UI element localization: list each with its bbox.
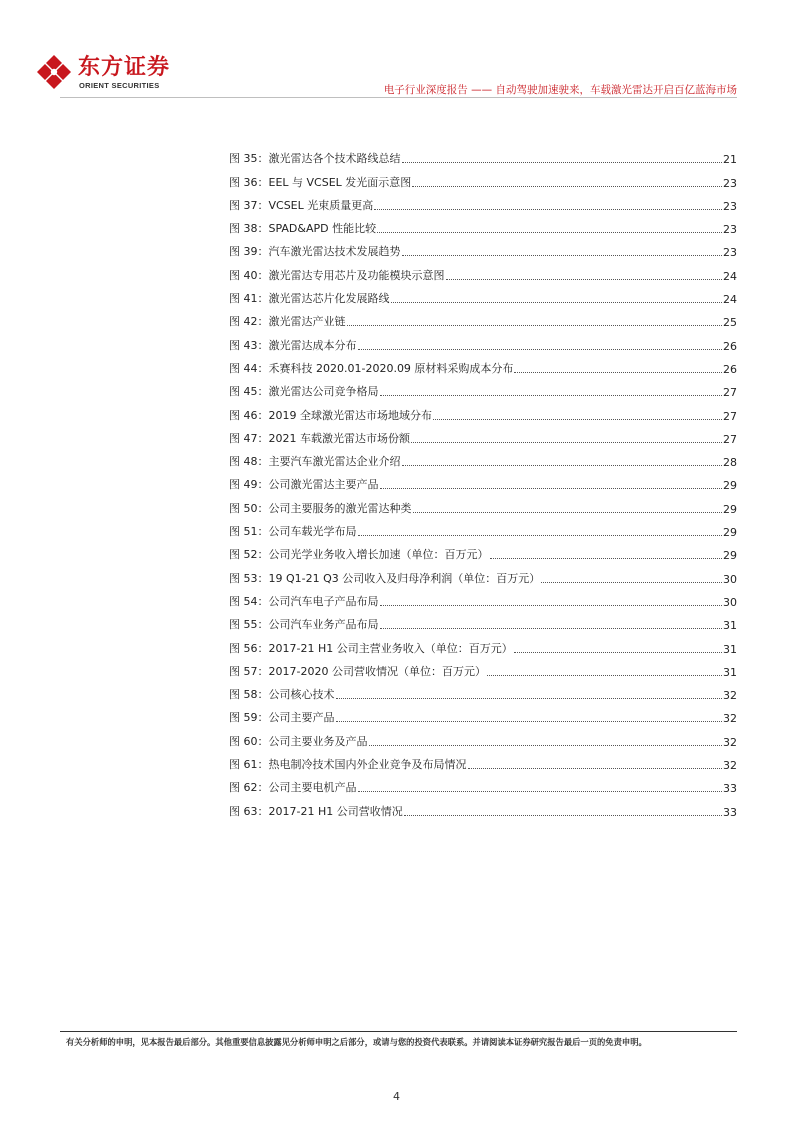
toc-entry[interactable] [229, 306, 737, 329]
toc-dot-leader [490, 557, 723, 559]
toc-entry-page: 28 [723, 456, 737, 470]
toc-entry-page: 29 [723, 549, 737, 563]
toc-dot-leader [514, 651, 722, 653]
toc-entry-label: 图 37：VCSEL 光束质量更高 [229, 198, 374, 212]
toc-entry-label: 图 35：激光雷达各个技术路线总结 [229, 152, 401, 166]
toc-entry-label: 图 51：公司车载光学布局 [229, 525, 357, 539]
toc-entry[interactable] [229, 702, 737, 725]
toc-entry[interactable] [229, 492, 737, 515]
toc-entry-page: 33 [723, 782, 737, 796]
toc-entry-label: 图 42：激光雷达产业链 [229, 315, 346, 329]
toc-dot-leader [336, 720, 723, 722]
toc-entry-page: 27 [723, 432, 737, 446]
toc-dot-leader [380, 394, 723, 396]
page-header [0, 0, 793, 100]
toc-entry-page: 30 [723, 572, 737, 586]
toc-entry[interactable] [229, 725, 737, 748]
toc-entry-label: 图 43：激光雷达成本分布 [229, 338, 357, 352]
toc-entry[interactable] [229, 656, 737, 679]
toc-entry-page: 23 [723, 176, 737, 190]
toc-dot-leader [541, 581, 722, 583]
toc-entry-label: 图 39：汽车激光雷达技术发展趋势 [229, 245, 401, 259]
orient-securities-logo-icon [36, 54, 72, 90]
toc-dot-leader [487, 674, 722, 676]
toc-dot-leader [446, 278, 723, 280]
toc-entry[interactable] [229, 749, 737, 772]
toc-entry-page: 23 [723, 246, 737, 260]
toc-entry-page: 32 [723, 735, 737, 749]
toc-entry-page: 26 [723, 339, 737, 353]
toc-entry-label: 图 53：19 Q1-21 Q3 公司收入及归母净利润（单位：百万元） [229, 571, 541, 585]
header-divider [60, 97, 737, 98]
page-number: 4 [393, 1090, 400, 1103]
toc-entry[interactable] [229, 446, 737, 469]
toc-entry-label: 图 60：公司主要业务及产品 [229, 734, 368, 748]
toc-entry[interactable] [229, 795, 737, 818]
report-title: 电子行业深度报告 —— 自动驾驶加速驶来，车载激光雷达开启百亿蓝海市场 [383, 84, 737, 96]
toc-entry-page: 23 [723, 223, 737, 237]
toc-dot-leader [374, 208, 722, 210]
toc-entry-page: 32 [723, 712, 737, 726]
toc-entry-page: 33 [723, 805, 737, 819]
toc-entry-label: 图 52：公司光学业务收入增长加速（单位：百万元） [229, 548, 489, 562]
toc-dot-leader [380, 487, 723, 489]
toc-entry[interactable] [229, 353, 737, 376]
toc-entry[interactable] [229, 259, 737, 282]
logo-chinese-name: 东方证券 [78, 55, 171, 80]
toc-entry-page: 27 [723, 386, 737, 400]
toc-entry-label: 图 61：热电制冷技术国内外企业竞争及布局情况 [229, 758, 467, 772]
footer-divider [60, 1031, 737, 1032]
toc-dot-leader [412, 185, 722, 187]
toc-entry-label: 图 38：SPAD&APD 性能比较 [229, 222, 377, 236]
toc-dot-leader [402, 464, 723, 466]
toc-entry-label: 图 50：公司主要服务的激光雷达种类 [229, 501, 412, 515]
toc-entry[interactable] [229, 539, 737, 562]
toc-entry-page: 23 [723, 199, 737, 213]
toc-entry[interactable] [229, 213, 737, 236]
toc-dot-leader [380, 627, 723, 629]
toc-entry-label: 图 40：激光雷达专用芯片及功能模块示意图 [229, 268, 445, 282]
toc-dot-leader [391, 301, 723, 303]
toc-dot-leader [347, 324, 723, 326]
toc-entry-page: 21 [723, 153, 737, 167]
toc-entry-page: 30 [723, 595, 737, 609]
toc-entry[interactable] [229, 236, 737, 259]
toc-entry-label: 图 58：公司核心技术 [229, 688, 335, 702]
toc-entry-label: 图 44：禾赛科技 2020.01-2020.09 原材料采购成本分布 [229, 361, 514, 375]
toc-entry[interactable] [229, 772, 737, 795]
toc-entry-page: 27 [723, 409, 737, 423]
toc-dot-leader [411, 441, 722, 443]
toc-entry[interactable] [229, 190, 737, 213]
toc-dot-leader [413, 511, 723, 513]
toc-entry-label: 图 46：2019 全球激光雷达市场地域分布 [229, 408, 432, 422]
toc-entry-label: 图 41：激光雷达芯片化发展路线 [229, 292, 390, 306]
toc-entry-page: 24 [723, 269, 737, 283]
toc-entry[interactable] [229, 609, 737, 632]
toc-dot-leader [404, 814, 722, 816]
toc-dot-leader [514, 371, 722, 373]
toc-entry-label: 图 47：2021 车载激光雷达市场份额 [229, 431, 410, 445]
toc-entry-label: 图 54：公司汽车电子产品布局 [229, 594, 379, 608]
footer-disclaimer: 有关分析师的申明，见本报告最后部分。其他重要信息披露见分析师申明之后部分，或请与您的投资代表联系。并请阅读本证券研究报告最后一页的免责申明。 [66, 1037, 647, 1047]
toc-entry-label: 图 57：2017-2020 公司营收情况（单位：百万元） [229, 664, 486, 678]
toc-entry-label: 图 63：2017-21 H1 公司营收情况 [229, 804, 403, 818]
toc-entry[interactable] [229, 586, 737, 609]
toc-entry[interactable] [229, 632, 737, 655]
toc-entry[interactable] [229, 399, 737, 422]
toc-dot-leader [358, 348, 723, 350]
toc-dot-leader [402, 254, 723, 256]
toc-entry-page: 32 [723, 689, 737, 703]
toc-entry-page: 29 [723, 479, 737, 493]
toc-entry-page: 26 [723, 362, 737, 376]
toc-entry[interactable] [229, 679, 737, 702]
toc-dot-leader [468, 767, 723, 769]
toc-entry-label: 图 62：公司主要电机产品 [229, 781, 357, 795]
toc-entry-page: 31 [723, 642, 737, 656]
toc-entry-label: 图 48：主要汽车激光雷达企业介绍 [229, 455, 401, 469]
toc-entry-label: 图 36：EEL 与 VCSEL 发光面示意图 [229, 175, 412, 189]
toc-entry[interactable] [229, 166, 737, 189]
toc-dot-leader [377, 231, 722, 233]
toc-entry-page: 29 [723, 502, 737, 516]
toc-dot-leader [358, 790, 723, 792]
toc-dot-leader [336, 697, 723, 699]
toc-entry-label: 图 55：公司汽车业务产品布局 [229, 618, 379, 632]
toc-entry-page: 31 [723, 619, 737, 633]
toc-entry-label: 图 59：公司主要产品 [229, 711, 335, 725]
toc-entry-page: 32 [723, 759, 737, 773]
toc-entry[interactable] [229, 283, 737, 306]
toc-dot-leader [402, 161, 723, 163]
toc-entry-label: 图 49：公司激光雷达主要产品 [229, 478, 379, 492]
toc-entry[interactable] [229, 423, 737, 446]
toc-dot-leader [369, 744, 723, 746]
toc-dot-leader [433, 418, 722, 420]
toc-entry-label: 图 56：2017-21 H1 公司主营业务收入（单位：百万元） [229, 641, 513, 655]
toc-dot-leader [358, 534, 723, 536]
logo-english-name: ORIENT SECURITIES [79, 81, 160, 90]
toc-entry[interactable] [229, 143, 737, 166]
figure-list [229, 143, 737, 819]
toc-entry-page: 31 [723, 665, 737, 679]
toc-entry-label: 图 45：激光雷达公司竞争格局 [229, 385, 379, 399]
toc-entry[interactable] [229, 516, 737, 539]
toc-entry-page: 24 [723, 293, 737, 307]
toc-entry-page: 25 [723, 316, 737, 330]
toc-entry[interactable] [229, 329, 737, 352]
toc-dot-leader [380, 604, 723, 606]
toc-entry[interactable] [229, 469, 737, 492]
toc-entry-page: 29 [723, 526, 737, 540]
toc-entry[interactable] [229, 376, 737, 399]
toc-entry[interactable] [229, 562, 737, 585]
